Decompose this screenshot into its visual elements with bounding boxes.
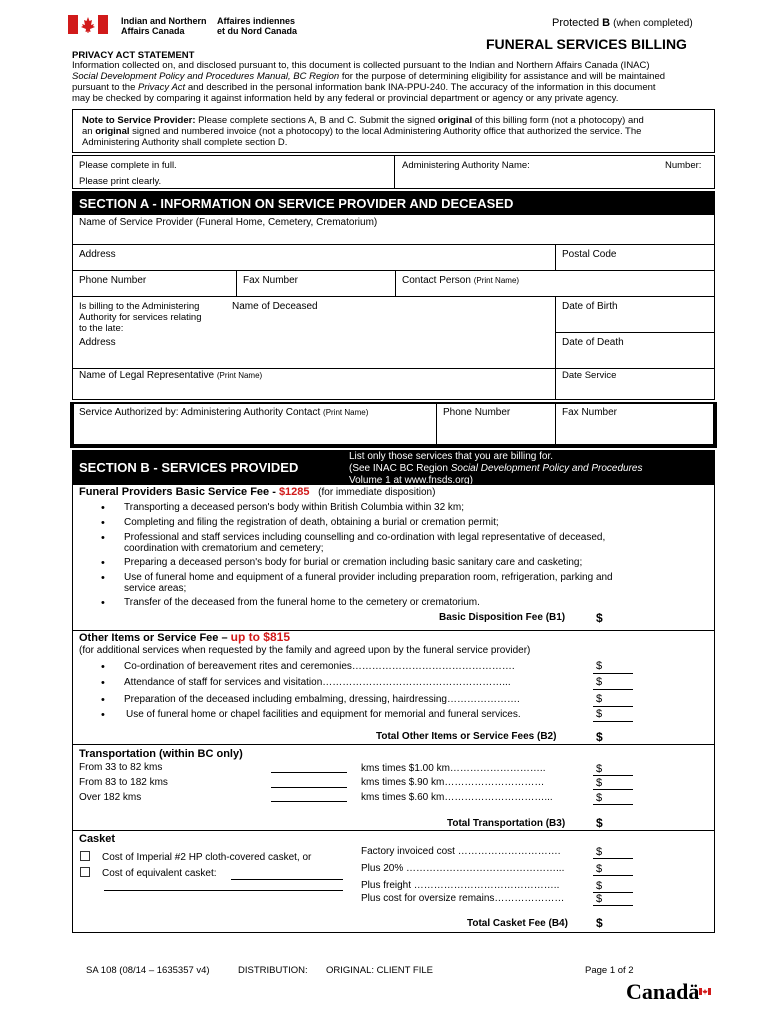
casket-cost-item: Plus freight …………………………………….. [361,880,560,891]
please-complete: Please complete in full. [79,160,177,171]
basic-disposition-fee-label: Basic Disposition Fee (B1) [439,612,566,623]
postal-code-field[interactable]: Postal Code [562,249,617,260]
transport-rate: kms times $1.00 km……………………….. [361,763,546,774]
total-casket-fee-field[interactable]: $ [596,916,603,930]
transport-range: From 33 to 82 kms [79,762,163,773]
transport-rate: kms times $.90 km………………………… [361,777,545,788]
form-number: SA 108 (08/14 – 1635357 v4) [86,965,210,976]
transport-km-input[interactable] [271,801,347,802]
casket-equivalent-input[interactable] [231,879,343,880]
casket-equivalent-input-line2[interactable] [104,890,343,891]
bullet-icon: • [101,572,105,584]
transport-km-input[interactable] [271,787,347,788]
bullet-icon: • [101,661,105,673]
admin-authority-name-field[interactable]: Administering Authority Name: [402,160,530,171]
casket-cost-field[interactable]: $ [596,863,603,875]
other-item: Preparation of the deceased including embalming, dressing, hairdressing…………………. [124,694,520,705]
deceased-name-field[interactable]: Name of Deceased [232,301,318,312]
distribution-value: ORIGINAL: CLIENT FILE [326,965,433,976]
basic-item: Transfer of the deceased from the funeral home to the cemetery or crematorium. [124,597,480,608]
note-to-service-provider: Note to Service Provider: Please complete sections A, B and C. Submit the signed original of this billing form (not a photocopy) and an original signed and numbered invoice (not a photocopy) to the local Administering Authority office that authorized the service. The Administering Authority shall complete section D. [82,115,644,148]
bullet-icon: • [101,694,105,706]
protected-marking: Protected B (when completed) [552,17,693,29]
date-of-death-field[interactable]: Date of Death [562,337,624,348]
casket-heading: Casket [79,833,116,845]
form-title: FUNERAL SERVICES BILLING [486,36,687,52]
other-item: Co-ordination of bereavement rites and ceremonies…………………………………………. [124,661,515,672]
casket-cost-field[interactable]: $ [596,893,603,905]
basic-item: Transporting a deceased person's body within British Columbia within 32 km; [124,502,465,513]
basic-item: Completing and filing the registration of death, obtaining a burial or cremation permit; [124,517,499,528]
other-item-amount-field[interactable]: $ [596,708,603,720]
bullet-icon: • [101,677,105,689]
other-items-heading: Other Items or Service Fee – up to $815 [79,630,290,644]
total-transportation-field[interactable]: $ [596,816,603,830]
total-casket-fee-label: Total Casket Fee (B4) [467,918,568,929]
casket-cost-item: Plus cost for oversize remains………………… [361,893,565,904]
service-provider-name-field[interactable]: Name of Service Provider (Funeral Home, Cemetery, Crematorium) [79,217,378,228]
transport-range: From 83 to 182 kms [79,777,168,788]
casket-cost-item: Plus 20% ………………………………………... [361,863,565,874]
casket-equivalent-checkbox[interactable] [80,867,90,877]
basic-service-fee-heading: Funeral Providers Basic Service Fee - $1285 (for immediate disposition) [79,486,436,498]
legal-representative-field[interactable]: Name of Legal Representative (Print Name) [79,370,263,381]
casket-cost-field[interactable]: $ [596,880,603,892]
deceased-address-field[interactable]: Address [79,337,116,348]
authority-fax-field[interactable]: Fax Number [562,407,618,418]
canada-flag-icon [68,15,108,34]
provider-address-field[interactable]: Address [79,249,116,260]
date-service-field[interactable]: Date Service [562,370,617,381]
transport-range: Over 182 kms [79,792,142,803]
bullet-icon: • [101,597,105,609]
bullet-icon: • [101,557,105,569]
casket-imperial-label: Cost of Imperial #2 HP cloth-covered casket, or [102,852,312,863]
wordmark-flag-icon [699,982,711,1000]
transport-km-input[interactable] [271,772,347,773]
bullet-icon: • [101,517,105,529]
other-item-amount-field[interactable]: $ [596,676,603,688]
basic-item-continued: service areas; [124,583,187,594]
total-transportation-label: Total Transportation (B3) [447,818,566,829]
privacy-statement: Information collected on, and disclosed pursuant to, this document is collected pursuant to the Indian and Northern Affairs Canada (INAC) Social Development Policy and Procedures Manual, BC Region for the purpose of determining eligibility for assistance and will be maintained pursuant to the Privacy Act and described in the personal information bank INA-PPU-240. The accuracy of the information in this document may be checked by comparing it against information held by any federal or provincial department or agency or any private agency. [72,60,666,104]
page-number: Page 1 of 2 [585,965,634,976]
section-b-note: List only those services that you are billing for. (See INAC BC Region Social Development Policy and Procedures Volume 1 at www.fnsds.org) [349,451,643,486]
casket-cost-item: Factory invoiced cost …………………………. [361,846,561,857]
department-name-fr: Affaires indiennes et du Nord Canada [217,16,298,36]
transport-amount-field[interactable]: $ [596,763,603,775]
other-item: Use of funeral home or chapel facilities and equipment for memorial and funeral services. [126,709,521,720]
casket-cost-field[interactable]: $ [596,846,603,858]
other-items-note: (for additional services when requested by the family and agreed upon by the funeral service provider) [79,645,531,656]
bullet-icon: • [101,532,105,544]
canada-wordmark: Canadä [626,979,700,1004]
bullet-icon: • [101,502,105,514]
other-item-amount-field[interactable]: $ [596,660,603,672]
transport-rate: kms times $.60 km…………………………... [361,792,553,803]
authority-phone-field[interactable]: Phone Number [443,407,511,418]
distribution-label: DISTRIBUTION: [238,965,308,976]
billing-relating-label: Is billing to the Administering Authority for services relating to the late: [79,301,202,334]
transport-amount-field[interactable]: $ [596,792,603,804]
basic-item: Use of funeral home and equipment of a funeral provider including preparation room, refrigeration, parking and [124,572,613,583]
basic-disposition-fee-field[interactable]: $ [596,611,603,625]
basic-item: Preparing a deceased person's body for burial or cremation including basic sanitary care and casketing; [124,557,583,568]
basic-item: Professional and staff services including counselling and co-ordination with legal representative of deceased, [124,532,606,543]
service-authorized-contact-field[interactable]: Service Authorized by: Administering Authority Contact (Print Name) [79,407,369,418]
department-name-en: Indian and Northern Affairs Canada [121,16,207,36]
total-other-fees-field[interactable]: $ [596,730,603,744]
casket-imperial-checkbox[interactable] [80,851,90,861]
transportation-heading: Transportation (within BC only) [79,748,243,760]
transport-amount-field[interactable]: $ [596,777,603,789]
total-other-fees-label: Total Other Items or Service Fees (B2) [376,731,557,742]
privacy-heading: PRIVACY ACT STATEMENT [72,50,195,61]
section-b-title: SECTION B - SERVICES PROVIDED [79,460,299,475]
date-of-birth-field[interactable]: Date of Birth [562,301,618,312]
bullet-icon: • [101,709,105,721]
section-a-header: SECTION A - INFORMATION ON SERVICE PROVIDER AND DECEASED [72,191,715,215]
casket-equivalent-label: Cost of equivalent casket: [102,868,217,879]
other-item: Attendance of staff for services and visitation………………………………………………... [124,677,511,688]
provider-phone-field[interactable]: Phone Number [79,275,147,286]
basic-item-continued: coordination with crematorium and cemetery; [124,543,324,554]
provider-fax-field[interactable]: Fax Number [243,275,299,286]
admin-authority-number-field[interactable]: Number: [665,160,702,171]
please-print: Please print clearly. [79,176,162,187]
other-item-amount-field[interactable]: $ [596,693,603,705]
contact-person-field[interactable]: Contact Person (Print Name) [402,275,520,286]
